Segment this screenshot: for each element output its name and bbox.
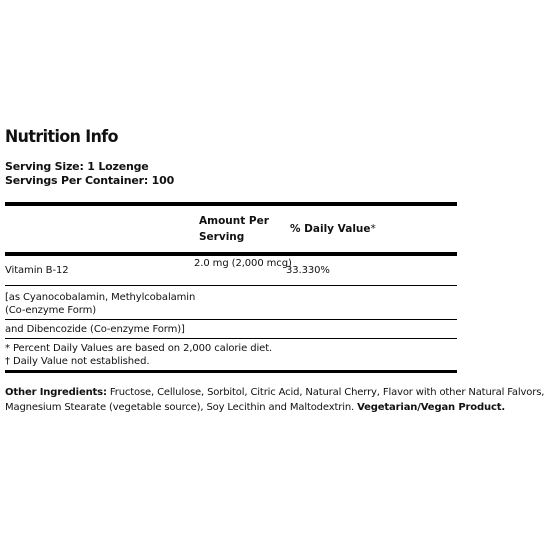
vegan-claim: Vegetarian/Vegan Product. [357, 402, 506, 413]
vitamin-form-line-2: (Co-enzyme Form) [5, 305, 97, 316]
vitamin-form-line-3: and Dibencozide (Co-enzyme Form)] [5, 324, 185, 335]
nutrient-amount: 2.0 mg (2,000 mcg) [194, 258, 292, 269]
supplement-facts-table [5, 202, 457, 373]
daily-value-header: % Daily Value* [290, 223, 376, 235]
header-thick-rule [5, 252, 457, 256]
nutrient-name: Vitamin B-12 [5, 265, 69, 276]
servings-per-container: Servings Per Container: 100 [5, 174, 175, 187]
ingredients-text: Fructose, Cellulose, Sorbitol, Citric Acid, Natural Cherry, Flavor with other Natural Falvors, Magnesium Stearate (vegetable source), Soy Lecithin and Maltodextrin. [5, 387, 545, 413]
footnote-not-established: † Daily Value not established. [5, 356, 150, 367]
row-divider [5, 338, 457, 339]
serving-size: Serving Size: 1 Lozenge [5, 160, 149, 173]
row-divider [5, 319, 457, 320]
nutrient-daily-value: 33.330% [286, 265, 330, 276]
other-ingredients [5, 385, 550, 415]
vitamin-form-line-1: [as Cyanocobalamin, Methylcobalamin [5, 292, 196, 303]
page-title: Nutrition Info [5, 127, 118, 147]
ingredients-label: Other Ingredients: [5, 387, 107, 398]
top-thick-rule [5, 202, 457, 206]
footnote-percent-daily: * Percent Daily Values are based on 2,000 calorie diet. [5, 343, 273, 354]
row-divider [5, 285, 457, 286]
amount-per-serving-header: Amount Per Serving [199, 215, 269, 243]
bottom-thick-rule [5, 370, 457, 373]
